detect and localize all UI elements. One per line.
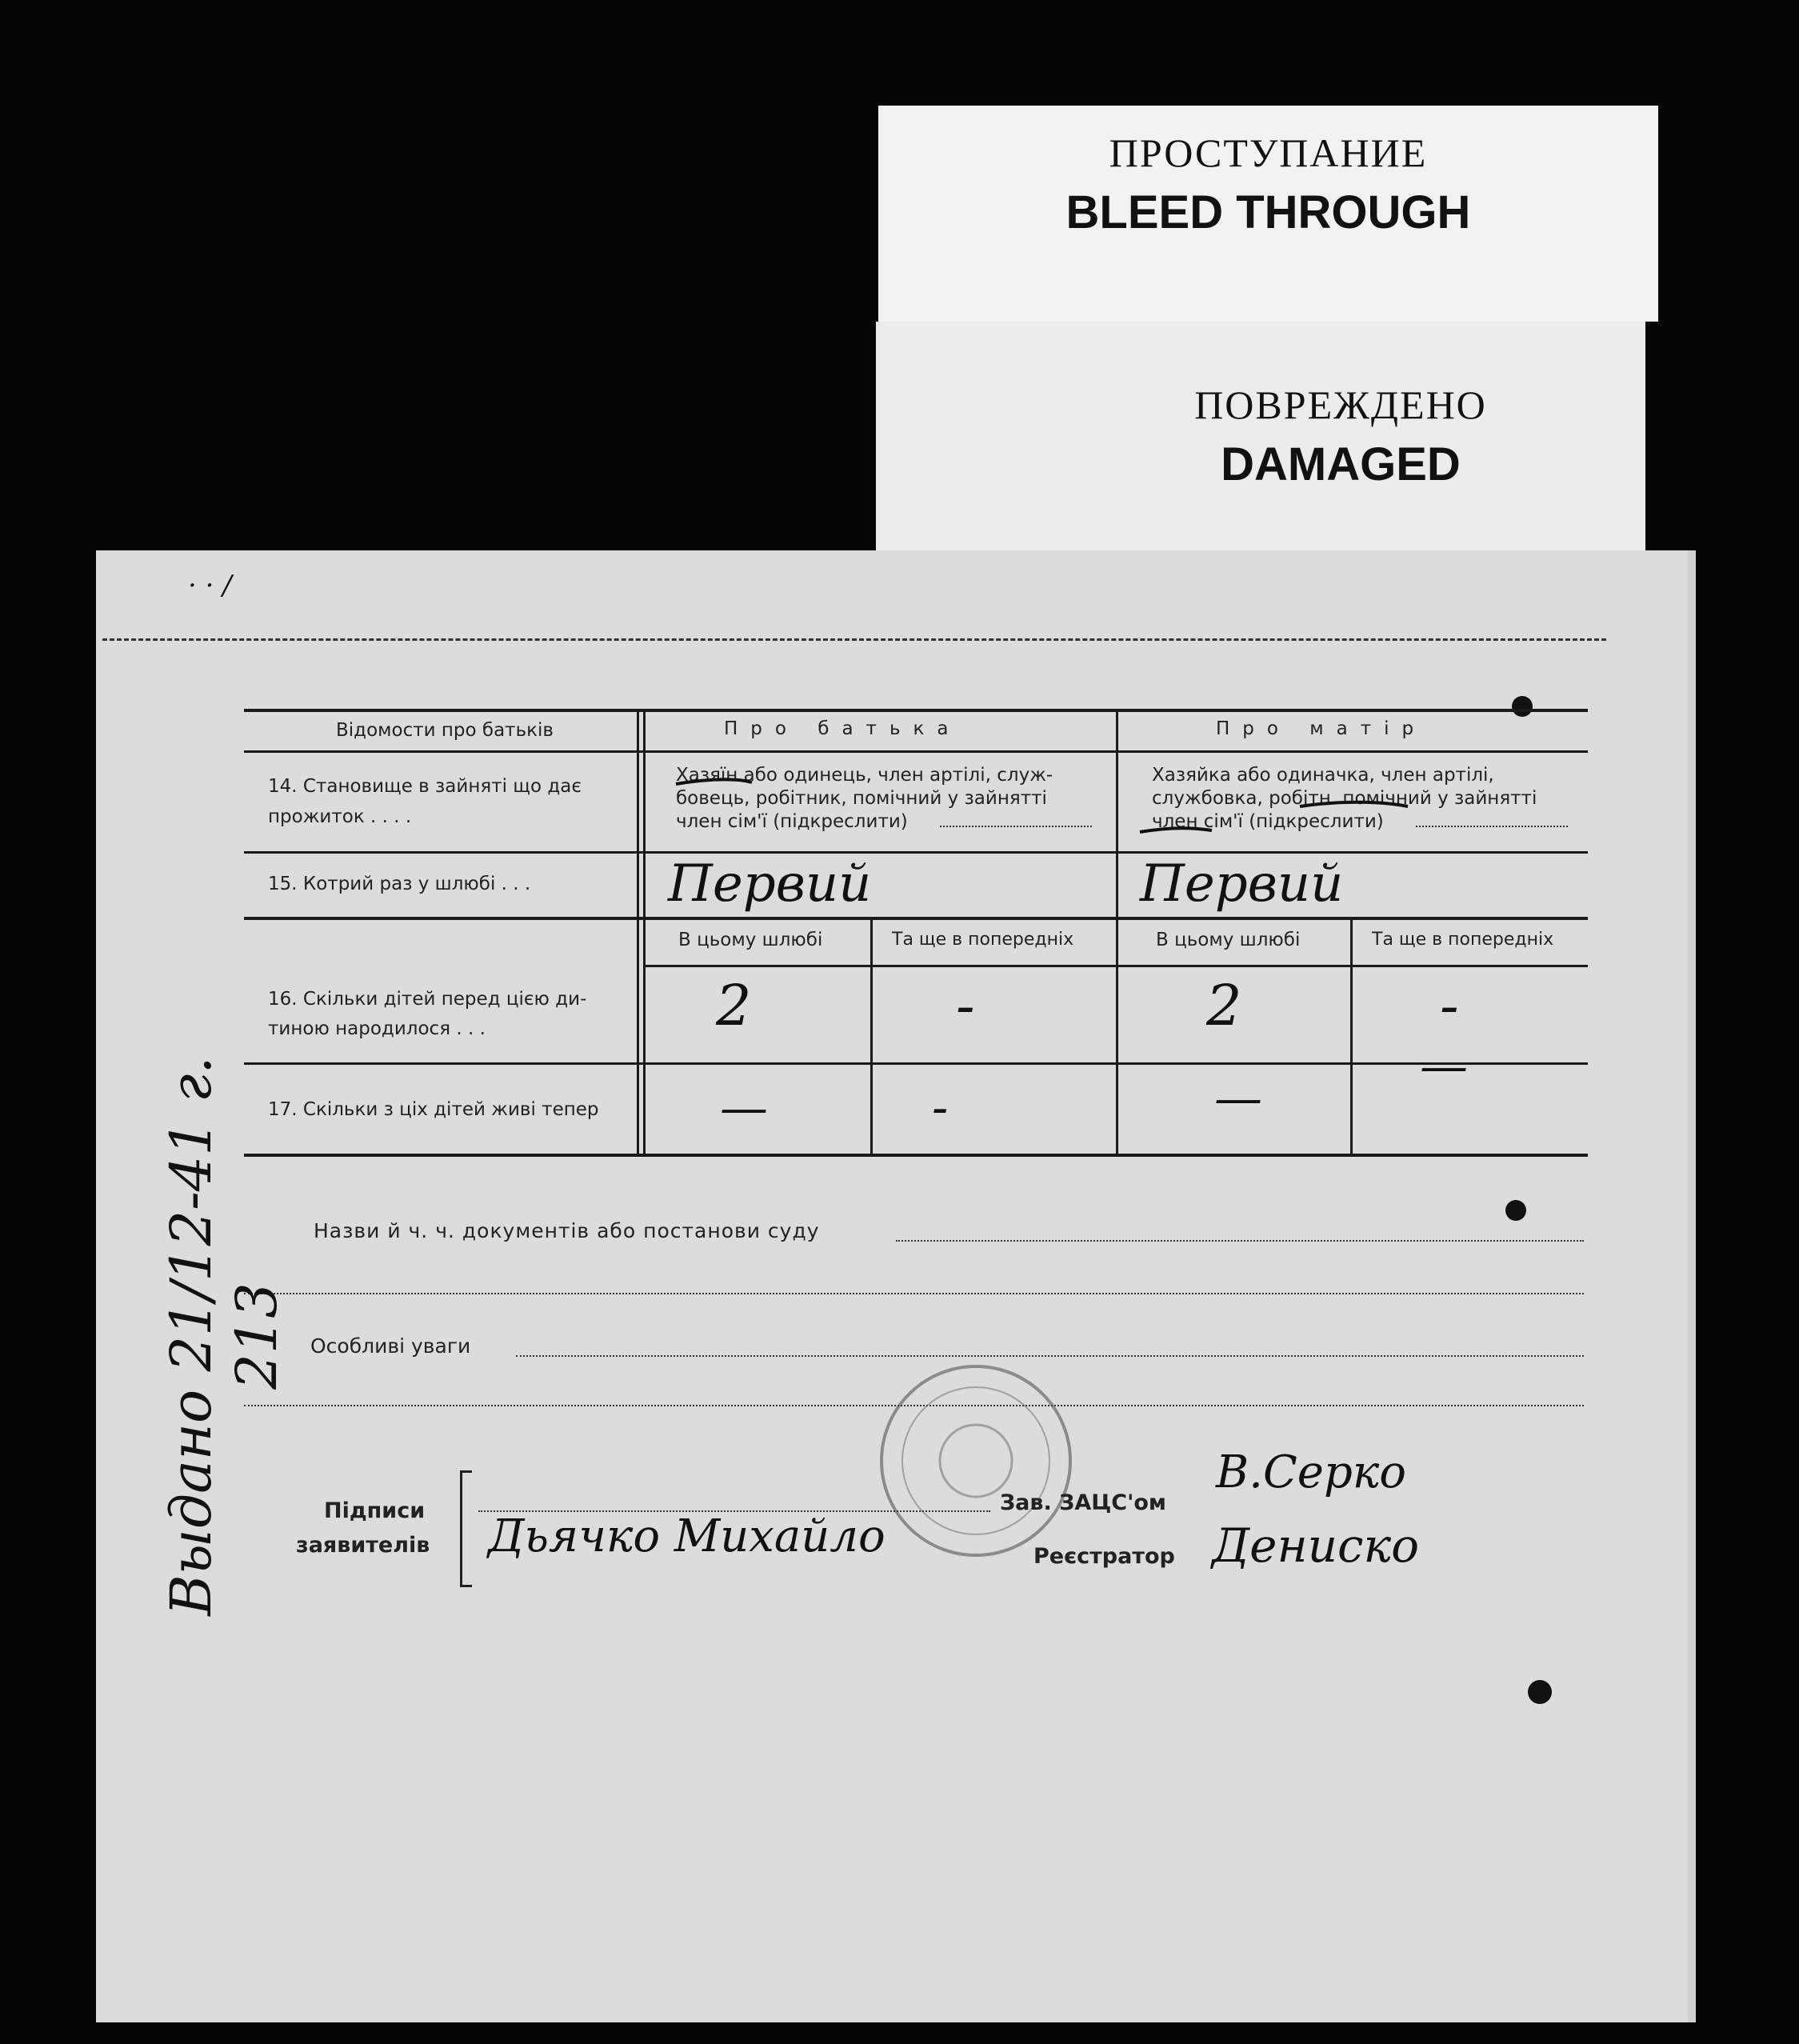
head-label: Зав. ЗАЦС'ом: [1000, 1490, 1166, 1515]
table-rule: [244, 1062, 1588, 1065]
header-father: Про батька: [724, 718, 961, 739]
table-rule: [244, 917, 1588, 920]
official-stamp: [872, 1357, 1080, 1565]
signature-bracket: [460, 1470, 472, 1587]
row15-father-value: Первий: [668, 854, 872, 914]
row14-mother-2: службовка, робітн. помічний у зайнятті: [1152, 788, 1537, 809]
table-rule: [244, 851, 1588, 854]
head-signature: В.Серко: [1216, 1446, 1406, 1498]
documents-dots-2: [244, 1293, 1584, 1294]
punch-hole: [1505, 1200, 1526, 1221]
underline-mark: [96, 550, 97, 551]
row17-mother-prev: —: [1420, 1038, 1468, 1094]
table-rule: [870, 917, 873, 1154]
bleed-through-card: [878, 106, 1658, 322]
row16-father-prev: -: [956, 973, 975, 1038]
row14-father-2: бовець, робітник, помічний у зайнятті: [676, 788, 1047, 809]
applicants-label-1: Підписи: [324, 1498, 426, 1523]
damaged-card: [876, 322, 1645, 550]
row17-label: 17. Скільки з ціх дітей живі тепер: [268, 1099, 599, 1120]
table-rule: [244, 709, 1588, 712]
bleed-through-ru: ПРОСТУПАНИЕ: [1109, 130, 1428, 175]
row16-label-1: 16. Скільки дітей перед цією ди-: [268, 989, 587, 1010]
header-parents-info: Відомости про батьків: [336, 720, 554, 741]
documents-dots: [896, 1240, 1584, 1242]
subheader-mother-this: В цьому шлюбі: [1156, 930, 1301, 950]
row15-mother-value: Первий: [1140, 854, 1344, 914]
row15-label: 15. Котрий раз у шлюбі . . .: [268, 874, 531, 894]
damaged-en: DAMAGED: [1221, 438, 1461, 490]
documents-label: Назви й ч. ч. документів або постанови суду: [314, 1219, 820, 1242]
remarks-label: Особливі уваги: [310, 1334, 471, 1358]
row17-father-this: —: [720, 1080, 768, 1136]
row16-label-2: тиною народилося . . .: [268, 1018, 486, 1039]
bleed-through-en: BLEED THROUGH: [1065, 186, 1471, 238]
punch-hole: [1528, 1680, 1552, 1704]
subheader-mother-prev: Та ще в попередніх: [1372, 930, 1554, 950]
row16-mother-prev: -: [1440, 973, 1459, 1038]
row14-mother-dots: [1416, 826, 1568, 827]
punch-hole: [1512, 696, 1533, 717]
table-rule: [637, 709, 639, 1154]
row17-mother-this: —: [1214, 1070, 1262, 1126]
corner-mark: · · /: [188, 570, 232, 602]
damaged-ru: ПОВРЕЖДЕНО: [1194, 382, 1487, 427]
subheader-father-this: В цьому шлюбі: [678, 930, 823, 950]
row14-mother-3: член сім'ї (підкреслити): [1152, 811, 1384, 832]
applicant-signature: Дьячко Михайло: [488, 1510, 886, 1562]
perforation-line: [102, 638, 1606, 641]
row17-father-prev: -: [932, 1080, 949, 1136]
subheader-father-prev: Та ще в попередніх: [892, 930, 1074, 950]
applicants-label-2: заявителів: [296, 1533, 430, 1558]
table-rule: [244, 750, 1588, 753]
margin-note: Выдано 21/12-41 г. 213: [158, 1056, 290, 1616]
row14-mother-1: Хазяйка або одиначка, член артілі,: [1152, 765, 1494, 786]
row14-label-1: 14. Становище в зайняті що дає: [268, 776, 582, 797]
row14-father-3: член сім'ї (підкреслити): [676, 811, 908, 832]
header-mother: Про матір: [1216, 718, 1427, 739]
table-rule: [244, 1154, 1588, 1157]
form-sheet: [96, 550, 1696, 2022]
registrar-label: Реєстратор: [1033, 1544, 1175, 1569]
table-rule: [1350, 917, 1353, 1154]
row14-father-1: Хазяїн або одинець, член артілі, служ-: [676, 765, 1053, 786]
row16-father-this: 2: [716, 973, 752, 1038]
row14-father-dots: [940, 826, 1092, 827]
row16-mother-this: 2: [1206, 973, 1242, 1038]
table-rule: [1116, 709, 1118, 1154]
row14-label-2: прожиток . . . .: [268, 806, 412, 827]
table-rule: [643, 709, 646, 1154]
registrar-signature: Дениско: [1212, 1518, 1420, 1573]
